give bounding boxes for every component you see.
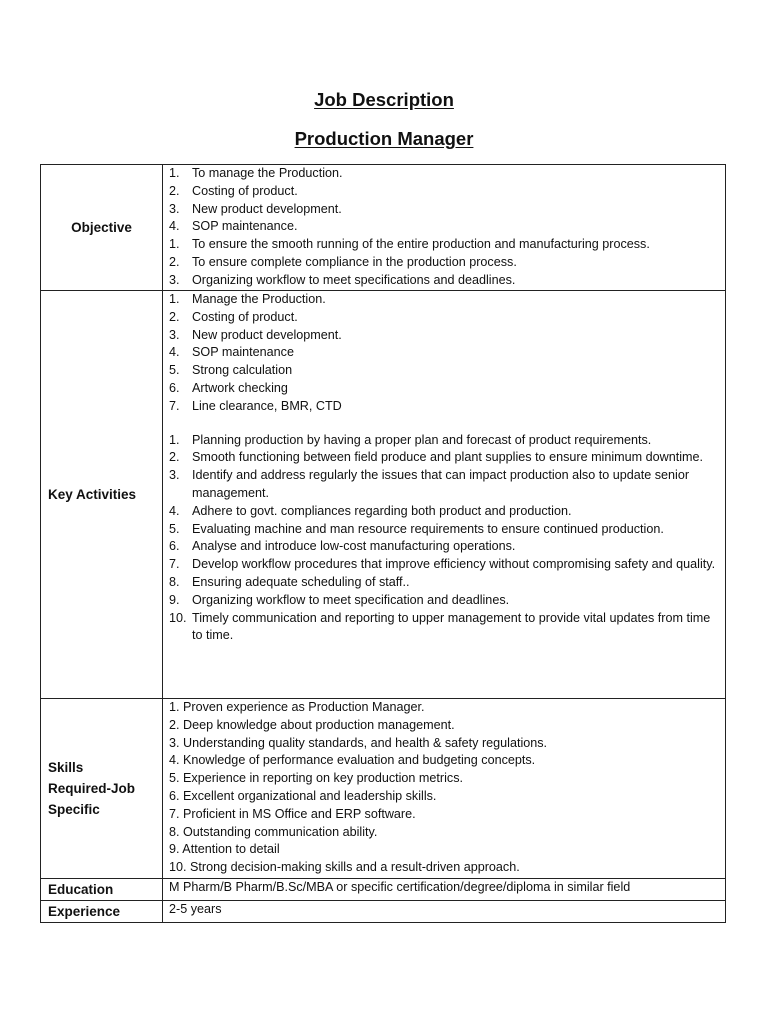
list-item-number: 3.	[169, 468, 180, 483]
objective-label: Objective	[41, 165, 163, 291]
experience-row	[41, 901, 726, 923]
skills-label-line-3: Specific	[48, 802, 100, 817]
key-activities-list-2	[169, 432, 721, 646]
key-activity-item	[169, 538, 721, 556]
skill-item: 8. Outstanding communication ability.	[169, 824, 378, 839]
key-activity-item	[169, 344, 721, 362]
list-item-number: 4.	[169, 503, 180, 518]
skill-item: 3. Understanding quality standards, and health & safety regulations.	[169, 735, 548, 750]
objective-item	[169, 254, 721, 272]
education-value: M Pharm/B Pharm/B.Sc/MBA or specific certification/degree/diploma in similar field	[163, 879, 726, 901]
list-item-number: 6.	[169, 380, 180, 395]
objective-item	[169, 236, 721, 254]
list-item-number: 7.	[169, 557, 180, 572]
list-item-text: Identify and address regularly the issues that can impact production also to update senior management.	[192, 468, 690, 500]
list-item-text: SOP maintenance	[192, 345, 294, 360]
key-activity-item	[169, 432, 721, 450]
list-item-number: 1.	[169, 432, 180, 447]
list-item-text: Analyse and introduce low-cost manufacturing operations.	[192, 539, 516, 554]
education-row	[41, 879, 726, 901]
skill-item: 9. Attention to detail	[169, 842, 280, 857]
list-item-number: 1.	[169, 237, 180, 252]
list-item-text: To manage the Production.	[192, 166, 343, 180]
list-item-text: Costing of product.	[192, 309, 298, 324]
list-item-text: Smooth functioning between field produce and plant supplies to ensure minimum downtime.	[192, 450, 704, 465]
key-activity-item	[169, 362, 721, 380]
list-item-text: Organizing workflow to meet specification and deadlines.	[192, 592, 510, 607]
key-activities-list-1	[169, 291, 721, 416]
key-activity-item	[169, 380, 721, 398]
key-activity-item	[169, 574, 721, 592]
list-item-text: To ensure the smooth running of the entire production and manufacturing process.	[192, 237, 650, 252]
key-activity-item	[169, 309, 721, 327]
objective-item	[169, 183, 721, 201]
list-item-text: Timely communication and reporting to upper management to provide vital updates from time to time.	[192, 610, 711, 643]
list-item-number: 2.	[169, 450, 180, 465]
skill-item: 10. Strong decision-making skills and a result-driven approach.	[169, 860, 520, 875]
list-item-text: Adhere to govt. compliances regarding both product and production.	[192, 503, 572, 518]
list-item-text: Manage the Production.	[192, 292, 326, 306]
list-item-number: 4.	[169, 345, 180, 360]
key-activities-row	[41, 291, 726, 699]
list-item-number: 5.	[169, 521, 180, 536]
experience-label: Experience	[41, 901, 163, 923]
skill-item: 1. Proven experience as Production Manager.	[169, 700, 425, 714]
skill-item: 4. Knowledge of performance evaluation and budgeting concepts.	[169, 753, 536, 768]
key-activity-item	[169, 291, 721, 309]
objective-row	[41, 165, 726, 291]
list-item-number: 3.	[169, 272, 180, 287]
list-item-text: Organizing workflow to meet specifications and deadlines.	[192, 272, 516, 287]
list-item-number: 5.	[169, 363, 180, 378]
list-item-text: To ensure complete compliance in the production process.	[192, 254, 517, 269]
key-activity-item	[169, 398, 721, 416]
list-item-number: 7.	[169, 398, 180, 413]
skill-item: 5. Experience in reporting on key production metrics.	[169, 771, 464, 786]
list-item-text: New product development.	[192, 201, 342, 216]
key-activity-item	[169, 467, 721, 503]
list-item-text: New product development.	[192, 327, 342, 342]
skills-label-line-2: Required-Job	[48, 781, 136, 796]
objective-item	[169, 218, 721, 236]
key-activity-item	[169, 503, 721, 521]
list-item-number: 4.	[169, 219, 180, 234]
objective-item	[169, 272, 721, 290]
skill-item: 6. Excellent organizational and leadership skills.	[169, 788, 437, 803]
list-item-number: 2.	[169, 183, 180, 198]
list-item-text: Artwork checking	[192, 380, 288, 395]
list-item-text: Develop workflow procedures that improve efficiency without compromising safety and quality.	[192, 557, 716, 572]
education-label: Education	[41, 879, 163, 901]
objective-list	[169, 165, 721, 290]
skills-label	[41, 699, 163, 879]
list-item-number: 3.	[169, 201, 180, 216]
skills-row	[41, 699, 726, 879]
list-item-number: 9.	[169, 592, 180, 607]
skill-item: 2. Deep knowledge about production management.	[169, 717, 455, 732]
key-activity-item	[169, 610, 721, 646]
job-description-table	[40, 164, 726, 923]
list-item-text: Line clearance, BMR, CTD	[192, 398, 342, 413]
list-item-text: Ensuring adequate scheduling of staff..	[192, 574, 410, 589]
list-item-number: 8.	[169, 574, 180, 589]
list-item-number: 2.	[169, 254, 180, 269]
skill-item: 7. Proficient in MS Office and ERP software.	[169, 806, 416, 821]
list-item-text: Strong calculation	[192, 363, 293, 378]
skills-content	[163, 699, 726, 879]
key-activity-item	[169, 521, 721, 539]
list-item-text: Planning production by having a proper plan and forecast of product requirements.	[192, 432, 652, 447]
list-item-number: 3.	[169, 327, 180, 342]
objective-content	[163, 165, 726, 291]
key-activities-content	[163, 291, 726, 699]
key-activity-item	[169, 592, 721, 610]
list-item-text: SOP maintenance.	[192, 219, 298, 234]
objective-item	[169, 165, 721, 183]
job-title: Production Manager	[294, 128, 474, 149]
key-activity-item	[169, 449, 721, 467]
list-item-number: 1.	[169, 292, 180, 306]
list-item-number: 2.	[169, 309, 180, 324]
key-activities-label: Key Activities	[41, 291, 163, 699]
list-item-number: 6.	[169, 539, 180, 554]
key-activity-item	[169, 327, 721, 345]
experience-value: 2-5 years	[163, 901, 726, 923]
document-title: Job Description	[314, 89, 454, 110]
list-item-number: 10.	[169, 610, 187, 625]
objective-item	[169, 201, 721, 219]
key-activity-item	[169, 556, 721, 574]
skills-label-line-1: Skills	[48, 760, 84, 775]
skills-list	[169, 699, 721, 877]
list-item-text: Costing of product.	[192, 183, 298, 198]
list-item-number: 1.	[169, 166, 180, 180]
list-item-text: Evaluating machine and man resource requirements to ensure continued production.	[192, 521, 664, 536]
